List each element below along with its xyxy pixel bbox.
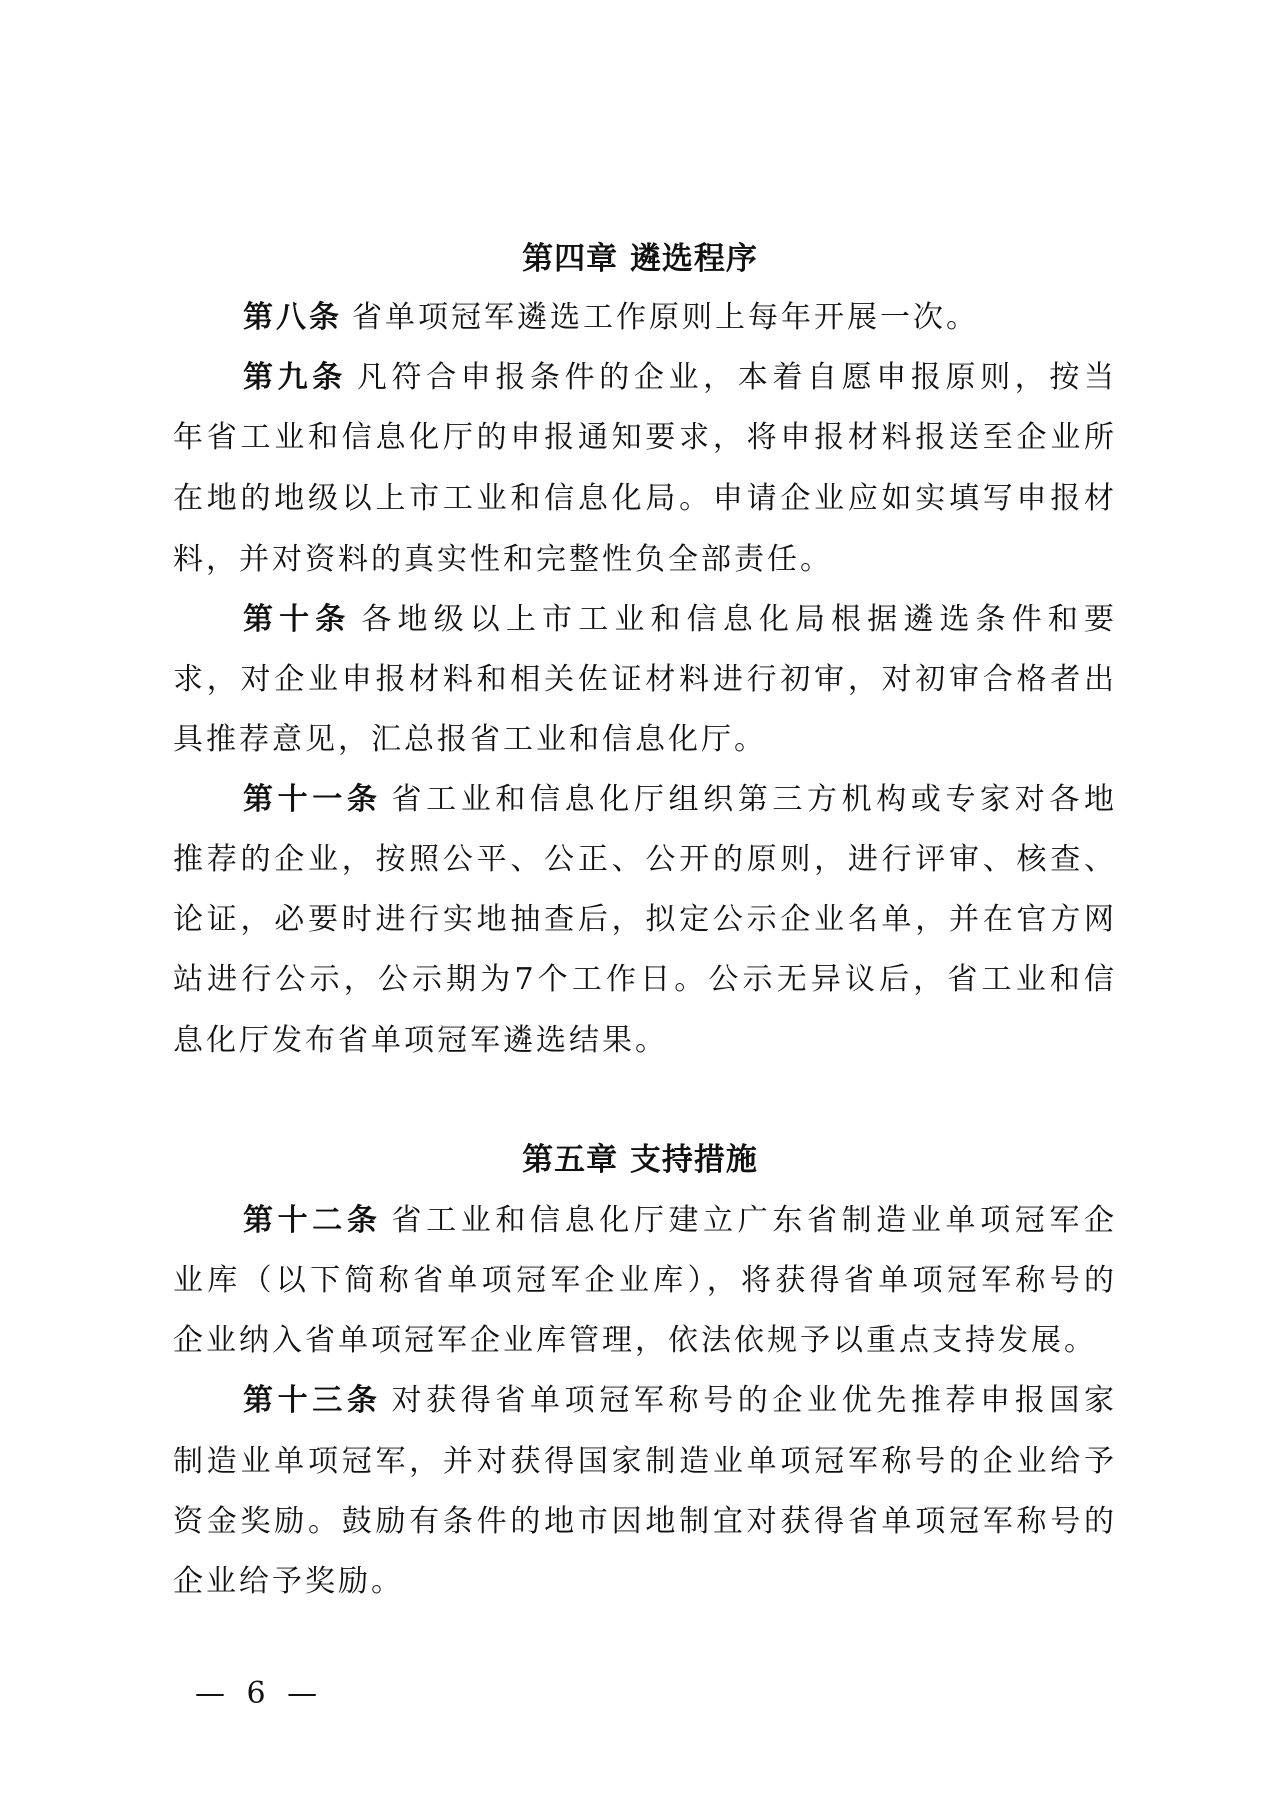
article-line [173,722,1116,758]
article-text: 年省工业和信息化厅的申报通知要求，将申报材料报送至企业所 [173,420,1116,455]
chapter-heading: 第五章 支持措施 [522,1142,758,1178]
article-text: 企业给予奖励。 [173,1564,404,1599]
article-line [173,1564,1116,1600]
article-text: 业库（以下简称省单项冠军企业库），将获得省单项冠军称号的 [173,1263,1116,1298]
article-text: 凡符合申报条件的企业，本着自愿申报原则，按当 [356,360,1116,395]
article-label: 第十三条 [243,1383,382,1418]
article-line [243,602,1116,638]
article-line [173,1023,1116,1059]
article-label: 第九条 [243,360,347,395]
article-line [173,842,1116,878]
article-text: 省工业和信息化厅组织第三方机构或专家对各地 [391,782,1116,817]
article-text: 站进行公示，公示期为7个工作日。公示无异议后，省工业和信 [173,962,1116,997]
article-line [173,481,1116,517]
article-text: 省工业和信息化厅建立广东省制造业单项冠军企 [391,1203,1116,1238]
article-line [243,782,1116,818]
article-text: 求，对企业申报材料和相关佐证材料进行初审，对初审合格者出 [173,662,1116,697]
article-text: 推荐的企业，按照公平、公正、公开的原则，进行评审、核查、 [173,842,1116,877]
article-line [173,1444,1116,1480]
article-line [243,1203,1116,1239]
article-line [173,962,1116,998]
article-label: 第八条 [243,300,342,335]
article-text: 具推荐意见，汇总报省工业和信息化厅。 [173,722,767,757]
chapter-heading: 第四章 遴选程序 [522,241,758,277]
article-text: 企业纳入省单项冠军企业库管理，依法依规予以重点支持发展。 [173,1323,1097,1358]
article-text: 各地级以上市工业和信息化局根据遴选条件和要 [361,602,1117,637]
article-text: 对获得省单项冠军称号的企业优先推荐申报国家 [391,1383,1116,1418]
article-text: 料，并对资料的真实性和完整性负全部责任。 [173,542,833,577]
article-line [173,1263,1116,1299]
article-line [243,1383,1116,1419]
article-line [173,902,1116,938]
article-line [173,420,1116,456]
article-label: 第十一条 [243,782,382,817]
article-line [173,542,1116,578]
article-line [243,300,1116,336]
article-line [173,1504,1116,1540]
article-line [173,662,1116,698]
page-number: — 6 — [195,1676,324,1711]
article-text: 资金奖励。鼓励有条件的地市因地制宜对获得省单项冠军称号的 [173,1504,1116,1539]
article-text: 论证，必要时进行实地抽查后，拟定公示企业名单，并在官方网 [173,902,1116,937]
article-line [243,360,1116,396]
article-label: 第十条 [243,602,352,637]
article-text: 息化厅发布省单项冠军遴选结果。 [173,1023,668,1058]
article-text: 省单项冠军遴选工作原则上每年开展一次。 [352,300,979,335]
article-text: 在地的地级以上市工业和信息化局。申请企业应如实填写申报材 [173,481,1116,516]
article-label: 第十二条 [243,1203,382,1238]
article-line [173,1323,1116,1359]
article-text: 制造业单项冠军，并对获得国家制造业单项冠军称号的企业给予 [173,1444,1116,1479]
